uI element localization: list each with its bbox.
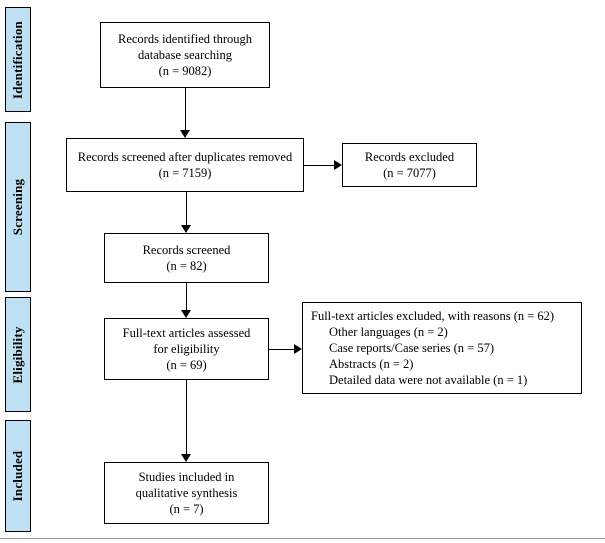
arrowhead-screened-dup-to-screened xyxy=(181,225,191,233)
connector-identified-to-screened-dup xyxy=(185,88,186,130)
box-fulltext-excluded-reason-2: Case reports/Case series (n = 57) xyxy=(329,341,494,355)
connector-screened-to-fulltext xyxy=(186,283,187,310)
box-records-excluded-line-2: (n = 7077) xyxy=(383,166,436,180)
stage-included-label: Included xyxy=(10,450,25,502)
stage-identification-label: Identification xyxy=(10,20,25,99)
box-fulltext-excluded-reason-3: Abstracts (n = 2) xyxy=(329,357,414,371)
box-records-identified-line-3: (n = 9082) xyxy=(158,64,212,78)
stage-eligibility-label: Eligibility xyxy=(10,325,25,384)
box-fulltext-excluded-reason-1: Other languages (n = 2) xyxy=(329,325,448,339)
box-records-identified xyxy=(100,22,270,88)
box-fulltext-excluded-reason-4: Detailed data were not available (n = 1) xyxy=(329,373,528,387)
box-records-screened xyxy=(104,233,269,283)
stage-screening-label: Screening xyxy=(10,178,25,236)
stage-identification xyxy=(5,7,31,112)
box-records-screened-after-duplicates-line-1: Records screened after duplicates removed xyxy=(77,150,293,164)
arrowhead-screened-to-fulltext xyxy=(181,310,191,318)
arrowhead-screened-dup-to-excluded xyxy=(334,160,342,170)
connector-fulltext-to-included xyxy=(186,380,187,454)
box-fulltext-assessed xyxy=(104,318,269,380)
box-records-excluded-line-1: Records excluded xyxy=(364,150,455,164)
box-fulltext-excluded-header: Full-text articles excluded, with reasons (n = 62) xyxy=(311,309,555,323)
box-records-screened-after-duplicates-line-2: (n = 7159) xyxy=(158,166,212,180)
box-records-screened-line-2: (n = 82) xyxy=(166,259,207,273)
box-fulltext-assessed-line-3: (n = 69) xyxy=(166,358,207,372)
box-records-screened-line-1: Records screened xyxy=(142,243,231,257)
connector-screened-dup-to-screened xyxy=(186,192,187,225)
arrowhead-fulltext-to-fulltext-excluded xyxy=(294,344,302,354)
connector-screened-dup-to-excluded xyxy=(304,165,334,166)
box-fulltext-assessed-line-2: for eligibility xyxy=(153,342,220,356)
bottom-divider xyxy=(0,538,605,539)
box-studies-included-line-2: qualitative synthesis xyxy=(135,486,238,500)
box-records-identified-line-2: database searching xyxy=(137,48,233,62)
stage-screening xyxy=(5,122,31,292)
box-studies-included-line-3: (n = 7) xyxy=(169,502,204,516)
box-fulltext-excluded xyxy=(302,302,582,394)
box-records-excluded xyxy=(342,143,477,187)
arrowhead-identified-to-screened-dup xyxy=(180,130,190,138)
box-studies-included-line-1: Studies included in xyxy=(138,470,235,484)
box-fulltext-assessed-line-1: Full-text articles assessed xyxy=(122,326,251,340)
stage-eligibility xyxy=(5,297,31,412)
arrowhead-fulltext-to-included xyxy=(181,454,191,462)
connector-fulltext-to-fulltext-excluded xyxy=(269,349,294,350)
stage-included xyxy=(5,420,31,532)
box-studies-included xyxy=(104,462,269,524)
box-records-identified-line-1: Records identified through xyxy=(118,32,252,46)
box-records-screened-after-duplicates xyxy=(66,138,304,192)
